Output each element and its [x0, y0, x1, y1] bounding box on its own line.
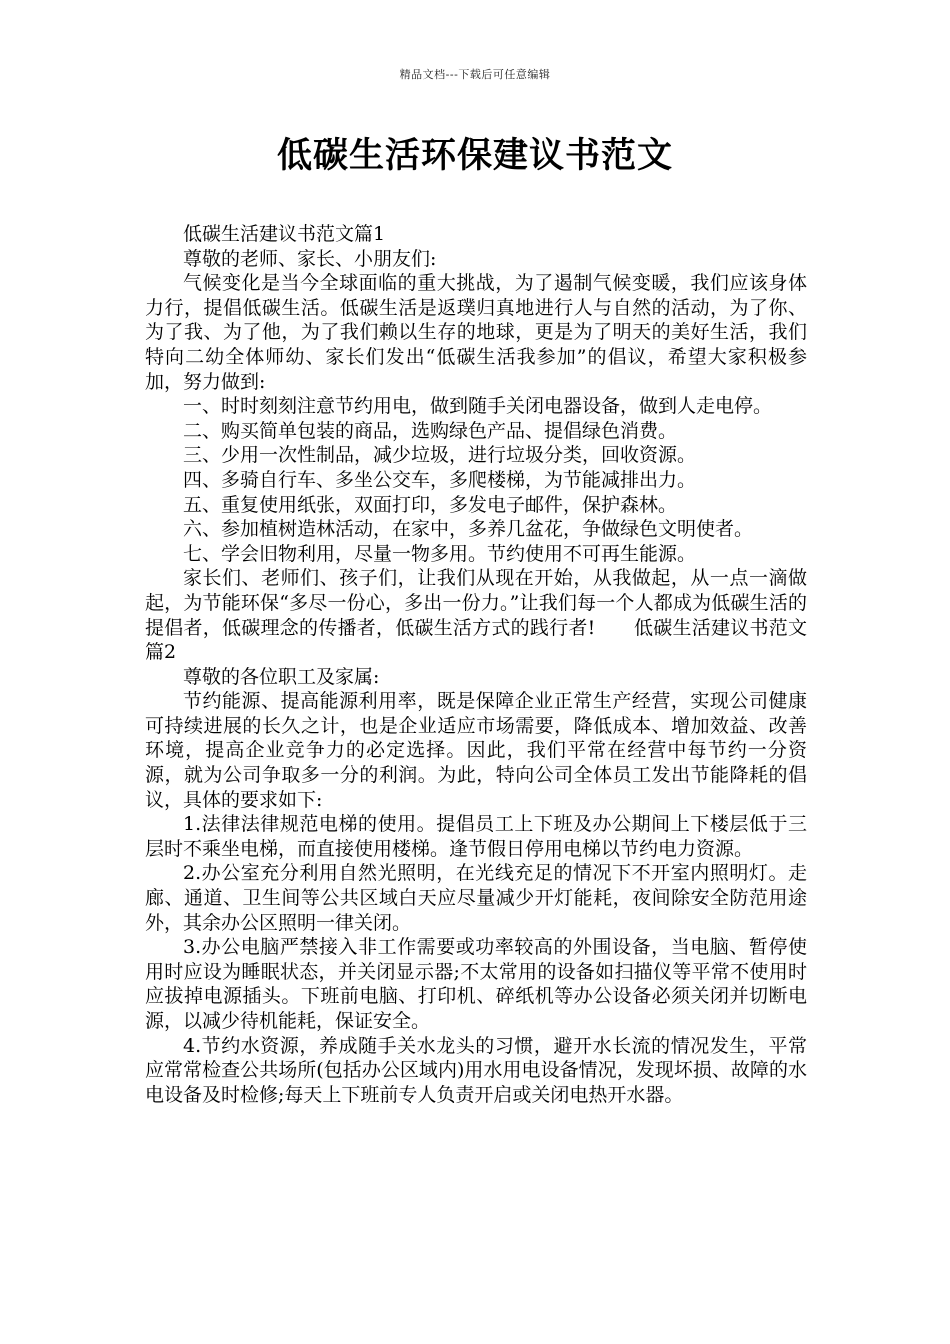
paragraph: 气候变化是当今全球面临的重大挑战，为了遏制气候变暖，我们应该身体力行，提倡低碳生活。低碳生活是返璞归真地进行人与自然的活动，为了你、为了我、为了他，为了我们赖以生存的地球，更是为了明天的美好生活，我们特向二幼全体师幼、家长们发出“低碳生活我参加”的倡议，希望大家积极参加，努力做到: [145, 272, 807, 393]
section-heading-1: 低碳生活建议书范文篇1 [183, 223, 386, 245]
salutation-2: 尊敬的各位职工及家属: [183, 665, 380, 688]
paragraph: 节约能源、提高能源利用率，既是保障企业正常生产经营，实现公司健康可持续进展的长久之计，也是企业适应市场需要，降低成本、增加效益、改善环境，提高企业竞争力的必定选择。因此，我们平常在经营中每节约一分资源，就为公司争取多一分的利润。为此，特向公司全体员工发出节能降耗的倡议，具体的要求如下: [145, 690, 807, 811]
header-note: 精品文档---下载后可任意编辑 [399, 68, 551, 81]
document-body [145, 222, 807, 1107]
salutation-1: 尊敬的老师、家长、小朋友们: [183, 247, 437, 270]
list-item: 2.办公室充分利用自然光照明，在光线充足的情况下不开室内照明灯。走廊、通道、卫生间等公共区域白天应尽量减少开灯能耗，夜间除安全防范用途外，其余办公区照明一律关闭。 [145, 862, 807, 934]
list-item: 七、学会旧物利用，尽量一物多用。节约使用不可再生能源。 [183, 542, 697, 565]
page-title: 低碳生活环保建议书范文 [276, 135, 673, 176]
paragraph: 家长们、老师们、孩子们，让我们从现在开始，从我做起，从一点一滴做起，为节能环保“多尽一份心，多出一份力。”让我们每一个人都成为低碳生活的提倡者，低碳理念的传播者，低碳生活方式的践行者! 低碳生活建议书范文篇2 [145, 567, 807, 664]
list-item: 4.节约水资源，养成随手关水龙头的习惯，避开水长流的情况发生，平常应常常检查公共场所(包括办公区域内)用水用电设备情况，发现坏损、故障的水电设备及时检修;每天上下班前专人负责开启或关闭电热开水器。 [145, 1034, 807, 1106]
list-item: 1.法律法律规范电梯的使用。提倡员工上下班及办公期间上下楼层低于三层时不乘坐电梯，而直接使用楼梯。逢节假日停用电梯以节约电力资源。 [145, 813, 807, 860]
list-item: 三、少用一次性制品，减少垃圾，进行垃圾分类，回收资源。 [183, 444, 697, 467]
list-item: 五、重复使用纸张，双面打印，多发电子邮件，保护森林。 [183, 493, 678, 516]
list-item: 一、时时刻刻注意节约用电，做到随手关闭电器设备，做到人走电停。 [183, 395, 773, 418]
list-item: 六、参加植树造林活动，在家中，多养几盆花，争做绿色文明使者。 [183, 518, 754, 541]
list-item: 3.办公电脑严禁接入非工作需要或功率较高的外围设备，当电脑、暂停使用时应设为睡眠状态，并关闭显示器;不太常用的设备如扫描仪等平常不使用时应拔掉电源插头。下班前电脑、打印机、碎纸机等办公设备必须关闭并切断电源，以减少待机能耗，保证安全。 [145, 936, 807, 1032]
list-item: 二、购买简单包装的商品，选购绿色产品、提倡绿色消费。 [183, 419, 678, 442]
list-item: 四、多骑自行车、多坐公交车，多爬楼梯，为节能减排出力。 [183, 468, 697, 491]
